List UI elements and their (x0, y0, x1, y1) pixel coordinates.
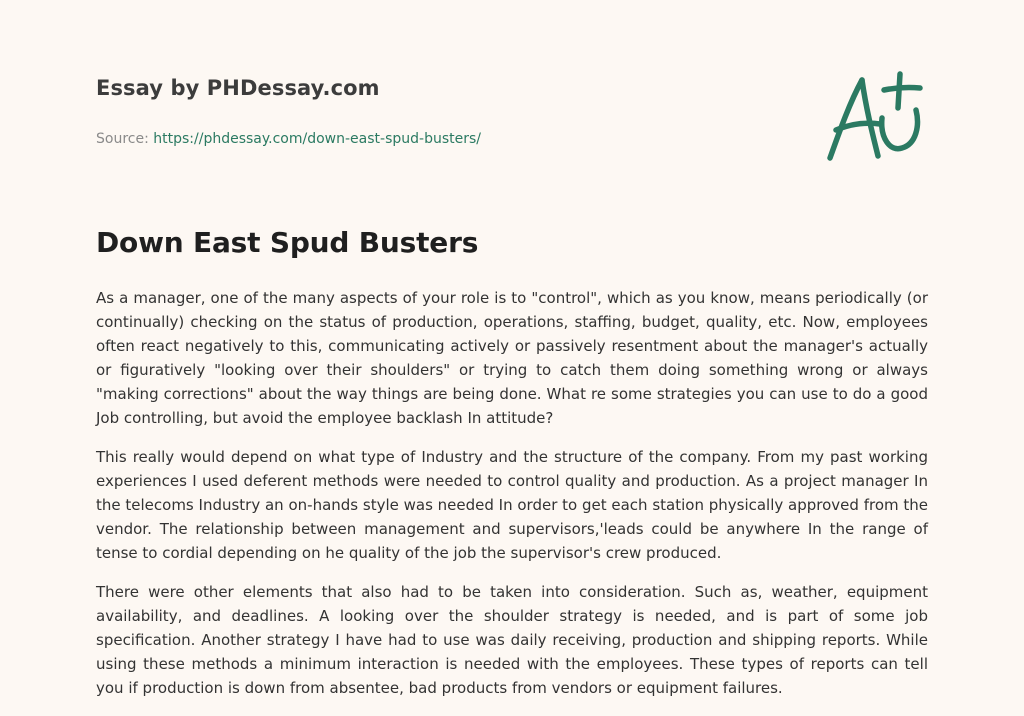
a-plus-icon (822, 68, 928, 164)
essay-paragraph: As a manager, one of the many aspects of your role is to "control", which as you know, means periodically (or continually) checking on the status of production, operations, staffing, budget, quality, etc. Now, employees often react negatively to this, communicating actively or passively resentment about the manager's actually or figuratively "looking over their shoulders" or trying to catch them doing something wrong or always "making corrections" about the way things are being done. What re some strategies you can use to do a good Job controlling, but avoid the employee backlash In attitude? (96, 289, 928, 427)
source-line (96, 131, 481, 147)
essay-body (96, 286, 928, 715)
source-link[interactable]: https://phdessay.com/down-east-spud-busters/ (153, 131, 482, 147)
essay-title: Down East Spud Busters (96, 226, 479, 259)
source-label: Source: (96, 131, 149, 147)
site-brand: Essay by PHDessay.com (96, 76, 380, 100)
essay-paragraph: This really would depend on what type of Industry and the structure of the company. From my past working experiences I used deferent methods were needed to control quality and production. As a project manager In the telecoms Industry an on-hands style was needed In order to get each station physically approved from the vendor. The relationship between management and supervisors,'leads could be anywhere In the range of tense to cordial depending on he quality of the job the supervisor's crew produced. (96, 448, 928, 562)
essay-paragraph: There were other elements that also had to be taken into consideration. Such as, weather, equipment availability, and deadlines. A looking over the shoulder strategy is needed, and is part of some job specification. Another strategy I have had to use was daily receiving, production and shipping reports. While using these methods a minimum interaction is needed with the employees. These types of reports can tell you if production is down from absentee, bad products from vendors or equipment failures. (96, 583, 928, 697)
page-header (96, 76, 481, 147)
